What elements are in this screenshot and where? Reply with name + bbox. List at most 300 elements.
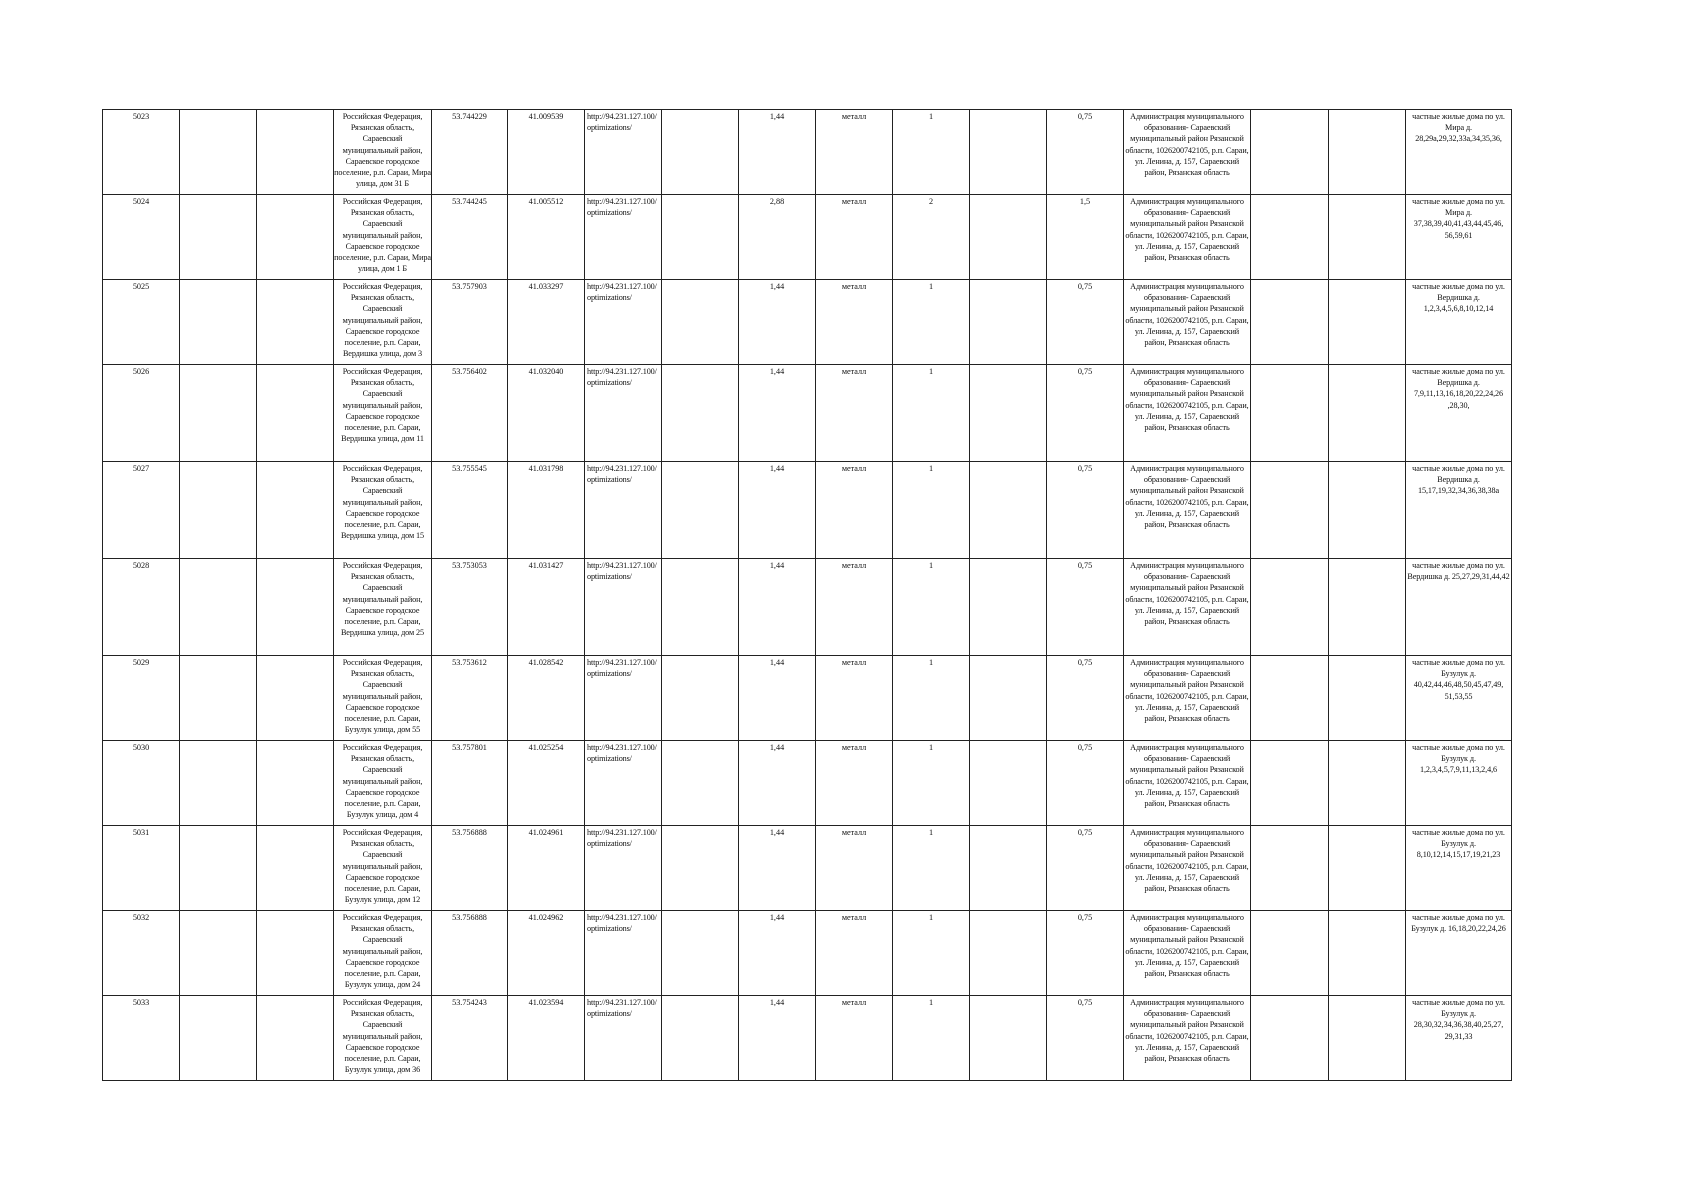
cell-empty bbox=[180, 559, 257, 656]
cell-empty bbox=[257, 996, 334, 1081]
cell-container-count bbox=[893, 559, 970, 656]
cell-latitude-text: 53.757903 bbox=[452, 282, 487, 291]
cell-address-text: Российская Федерация, Рязанская область, Сараевский муниципальный район, Сараевское городское поселение, р.п. Сараи, Бузулук улица, дом 24 bbox=[342, 913, 423, 990]
cell-latitude bbox=[432, 559, 508, 656]
cell-served-objects-text: частные жилые дома по ул. Бузулук д. 1,2,3,4,5,7,9,11,13,2,4,6 bbox=[1412, 743, 1505, 775]
cell-address-text: Российская Федерация, Рязанская область, Сараевский муниципальный район, Сараевское городское поселение, р.п. Сараи, Мира улица, дом 31 Б bbox=[334, 112, 431, 189]
cell-empty bbox=[1329, 110, 1406, 195]
cell-number-text: 5026 bbox=[132, 367, 150, 376]
cell-empty bbox=[257, 741, 334, 826]
cell-address bbox=[334, 911, 432, 996]
cell-area-text: 1,44 bbox=[769, 561, 785, 570]
cell-served-objects bbox=[1406, 559, 1512, 656]
cell-organization bbox=[1124, 462, 1251, 559]
cell-container-count bbox=[893, 110, 970, 195]
cell-volume-text: 0,75 bbox=[1077, 913, 1093, 922]
cell-number bbox=[103, 911, 180, 996]
cell-volume bbox=[1047, 280, 1124, 365]
cell-longitude bbox=[508, 280, 585, 365]
cell-url bbox=[585, 365, 662, 462]
cell-organization bbox=[1124, 110, 1251, 195]
cell-url bbox=[585, 826, 662, 911]
cell-area-text: 1,44 bbox=[769, 282, 785, 291]
cell-served-objects bbox=[1406, 195, 1512, 280]
cell-empty bbox=[970, 195, 1047, 280]
cell-material bbox=[816, 280, 893, 365]
cell-area bbox=[739, 280, 816, 365]
cell-organization bbox=[1124, 280, 1251, 365]
cell-latitude-text: 53.756888 bbox=[452, 828, 487, 837]
cell-url-text: http://94.231.127.100/optimizations/ bbox=[587, 828, 657, 849]
cell-area bbox=[739, 996, 816, 1081]
cell-empty bbox=[180, 462, 257, 559]
cell-empty bbox=[970, 365, 1047, 462]
cell-organization bbox=[1124, 826, 1251, 911]
cell-empty bbox=[970, 826, 1047, 911]
cell-organization-text: Администрация муниципального образования- Сараевский муниципальный район Рязанской области, 1026200742105, р.п. Сараи, ул. Ленина, д. 157, Сараевский район, Рязанская область bbox=[1125, 658, 1249, 724]
cell-area bbox=[739, 462, 816, 559]
table-row bbox=[103, 559, 1512, 656]
cell-material bbox=[816, 365, 893, 462]
cell-empty bbox=[1329, 826, 1406, 911]
cell-empty bbox=[662, 195, 739, 280]
cell-served-objects-text: частные жилые дома по ул. Бузулук д. 28,30,32,34,36,38,40,25,27, 29,31,33 bbox=[1412, 998, 1505, 1041]
cell-container-count-text: 1 bbox=[928, 913, 934, 922]
cell-area bbox=[739, 741, 816, 826]
cell-container-count bbox=[893, 280, 970, 365]
cell-empty bbox=[257, 911, 334, 996]
cell-material bbox=[816, 110, 893, 195]
cell-served-objects-text: частные жилые дома по ул. Бузулук д. 40,42,44,46,48,50,45,47,49, 51,53,55 bbox=[1412, 658, 1505, 701]
cell-url bbox=[585, 996, 662, 1081]
table-row bbox=[103, 462, 1512, 559]
cell-empty bbox=[1251, 110, 1329, 195]
cell-material-text: металл bbox=[841, 913, 867, 922]
cell-address bbox=[334, 462, 432, 559]
cell-address-text: Российская Федерация, Рязанская область, Сараевский муниципальный район, Сараевское городское поселение, р.п. Сараи, Вердишка улица, дом 11 bbox=[341, 367, 424, 444]
cell-organization bbox=[1124, 996, 1251, 1081]
cell-area-text: 2,88 bbox=[769, 197, 785, 206]
table-row bbox=[103, 195, 1512, 280]
cell-material bbox=[816, 741, 893, 826]
cell-empty bbox=[970, 996, 1047, 1081]
cell-empty bbox=[1251, 462, 1329, 559]
cell-volume-text: 0,75 bbox=[1077, 743, 1093, 752]
cell-served-objects bbox=[1406, 996, 1512, 1081]
cell-served-objects-text: частные жилые дома по ул. Бузулук д. 16,18,20,22,24,26 bbox=[1411, 913, 1506, 934]
cell-longitude-text: 41.025254 bbox=[528, 743, 564, 752]
cell-address bbox=[334, 559, 432, 656]
cell-empty bbox=[257, 110, 334, 195]
cell-area-text: 1,44 bbox=[769, 828, 785, 837]
cell-volume-text: 0,75 bbox=[1077, 658, 1093, 667]
cell-empty bbox=[1329, 365, 1406, 462]
cell-area bbox=[739, 365, 816, 462]
container-sites-table bbox=[102, 109, 1512, 1081]
cell-organization-text: Администрация муниципального образования- Сараевский муниципальный район Рязанской области, 1026200742105, р.п. Сараи, ул. Ленина, д. 157, Сараевский район, Рязанская область bbox=[1125, 464, 1249, 530]
cell-empty bbox=[1251, 656, 1329, 741]
cell-url bbox=[585, 280, 662, 365]
cell-latitude bbox=[432, 365, 508, 462]
cell-url-text: http://94.231.127.100/optimizations/ bbox=[587, 743, 657, 764]
cell-latitude-text: 53.754243 bbox=[452, 998, 487, 1007]
cell-area-text: 1,44 bbox=[769, 112, 785, 121]
table-row bbox=[103, 365, 1512, 462]
cell-empty bbox=[662, 911, 739, 996]
cell-longitude-text: 41.031427 bbox=[528, 561, 564, 570]
cell-empty bbox=[662, 462, 739, 559]
cell-address-text: Российская Федерация, Рязанская область, Сараевский муниципальный район, Сараевское городское поселение, р.п. Сараи, Вердишка улица, дом 15 bbox=[340, 464, 425, 541]
cell-container-count bbox=[893, 365, 970, 462]
cell-volume-text: 0,75 bbox=[1077, 464, 1093, 473]
cell-served-objects bbox=[1406, 280, 1512, 365]
cell-served-objects-text: частные жилые дома по ул. Мира д. 37,38,39,40,41,43,44,45,46, 56,59,61 bbox=[1412, 197, 1505, 240]
cell-empty bbox=[180, 110, 257, 195]
cell-url-text: http://94.231.127.100/optimizations/ bbox=[587, 197, 657, 218]
cell-material-text: металл bbox=[841, 658, 867, 667]
cell-organization-text: Администрация муниципального образования- Сараевский муниципальный район Рязанской области, 1026200742105, р.п. Сараи, ул. Ленина, д. 157, Сараевский район, Рязанская область bbox=[1125, 828, 1249, 894]
cell-organization bbox=[1124, 559, 1251, 656]
cell-material-text: металл bbox=[841, 282, 867, 291]
cell-served-objects bbox=[1406, 741, 1512, 826]
cell-empty bbox=[662, 826, 739, 911]
cell-latitude-text: 53.744229 bbox=[452, 112, 487, 121]
cell-number-text: 5025 bbox=[132, 282, 150, 291]
cell-latitude-text: 53.753053 bbox=[452, 561, 487, 570]
cell-number bbox=[103, 110, 180, 195]
cell-url bbox=[585, 195, 662, 280]
cell-volume bbox=[1047, 826, 1124, 911]
cell-empty bbox=[257, 462, 334, 559]
cell-empty bbox=[180, 911, 257, 996]
cell-empty bbox=[970, 462, 1047, 559]
cell-organization-text: Администрация муниципального образования- Сараевский муниципальный район Рязанской области, 1026200742105, р.п. Сараи, ул. Ленина, д. 157, Сараевский район, Рязанская область bbox=[1125, 743, 1249, 809]
cell-material-text: металл bbox=[841, 998, 867, 1007]
cell-container-count-text: 1 bbox=[928, 658, 934, 667]
cell-number bbox=[103, 280, 180, 365]
cell-empty bbox=[1251, 195, 1329, 280]
cell-url bbox=[585, 462, 662, 559]
cell-container-count-text: 1 bbox=[928, 112, 934, 121]
table-row bbox=[103, 741, 1512, 826]
cell-area bbox=[739, 656, 816, 741]
table-row bbox=[103, 110, 1512, 195]
cell-empty bbox=[970, 559, 1047, 656]
cell-address bbox=[334, 656, 432, 741]
cell-area-text: 1,44 bbox=[769, 743, 785, 752]
cell-empty bbox=[662, 559, 739, 656]
cell-material-text: металл bbox=[841, 828, 867, 837]
cell-area bbox=[739, 911, 816, 996]
cell-volume bbox=[1047, 741, 1124, 826]
cell-longitude-text: 41.032040 bbox=[528, 367, 564, 376]
cell-container-count bbox=[893, 826, 970, 911]
cell-empty bbox=[180, 741, 257, 826]
cell-volume bbox=[1047, 559, 1124, 656]
cell-material bbox=[816, 462, 893, 559]
table-row bbox=[103, 280, 1512, 365]
cell-area-text: 1,44 bbox=[769, 367, 785, 376]
table-row bbox=[103, 996, 1512, 1081]
cell-material-text: металл bbox=[841, 367, 867, 376]
cell-longitude-text: 41.024961 bbox=[528, 828, 564, 837]
cell-url-text: http://94.231.127.100/optimizations/ bbox=[587, 658, 657, 679]
cell-empty bbox=[970, 741, 1047, 826]
cell-number bbox=[103, 462, 180, 559]
cell-url bbox=[585, 741, 662, 826]
cell-container-count-text: 2 bbox=[928, 197, 934, 206]
cell-number-text: 5030 bbox=[132, 743, 150, 752]
cell-material-text: металл bbox=[841, 743, 867, 752]
cell-container-count-text: 1 bbox=[928, 464, 934, 473]
cell-volume-text: 0,75 bbox=[1077, 367, 1093, 376]
cell-number bbox=[103, 996, 180, 1081]
table-body bbox=[103, 110, 1512, 1081]
cell-url-text: http://94.231.127.100/optimizations/ bbox=[587, 998, 657, 1019]
cell-longitude-text: 41.031798 bbox=[528, 464, 564, 473]
cell-latitude-text: 53.757801 bbox=[452, 743, 487, 752]
cell-url-text: http://94.231.127.100/optimizations/ bbox=[587, 112, 657, 133]
cell-served-objects bbox=[1406, 826, 1512, 911]
cell-longitude-text: 41.023594 bbox=[528, 998, 564, 1007]
cell-volume-text: 0,75 bbox=[1077, 112, 1093, 121]
cell-number-text: 5024 bbox=[132, 197, 150, 206]
cell-latitude-text: 53.753612 bbox=[452, 658, 487, 667]
cell-empty bbox=[1329, 656, 1406, 741]
cell-latitude bbox=[432, 741, 508, 826]
cell-volume-text: 0,75 bbox=[1077, 561, 1093, 570]
cell-empty bbox=[1329, 911, 1406, 996]
cell-empty bbox=[1251, 911, 1329, 996]
cell-empty bbox=[662, 656, 739, 741]
cell-empty bbox=[662, 741, 739, 826]
cell-volume-text: 0,75 bbox=[1077, 828, 1093, 837]
cell-served-objects bbox=[1406, 656, 1512, 741]
cell-longitude-text: 41.009539 bbox=[528, 112, 564, 121]
cell-empty bbox=[1251, 996, 1329, 1081]
cell-empty bbox=[662, 280, 739, 365]
cell-volume bbox=[1047, 911, 1124, 996]
cell-empty bbox=[180, 195, 257, 280]
cell-address-text: Российская Федерация, Рязанская область, Сараевский муниципальный район, Сараевское городское поселение, р.п. Сараи, Вердишка улица, дом 3 bbox=[342, 282, 423, 359]
cell-empty bbox=[257, 826, 334, 911]
cell-empty bbox=[257, 559, 334, 656]
cell-number bbox=[103, 656, 180, 741]
cell-number-text: 5031 bbox=[132, 828, 150, 837]
cell-latitude bbox=[432, 911, 508, 996]
cell-volume bbox=[1047, 462, 1124, 559]
cell-area-text: 1,44 bbox=[769, 464, 785, 473]
cell-url-text: http://94.231.127.100/optimizations/ bbox=[587, 913, 657, 934]
cell-empty bbox=[1329, 559, 1406, 656]
cell-organization bbox=[1124, 656, 1251, 741]
cell-container-count-text: 1 bbox=[928, 561, 934, 570]
cell-empty bbox=[662, 996, 739, 1081]
cell-address-text: Российская Федерация, Рязанская область, Сараевский муниципальный район, Сараевское городское поселение, р.п. Сараи, Бузулук улица, дом 4 bbox=[342, 743, 423, 820]
cell-organization-text: Администрация муниципального образования- Сараевский муниципальный район Рязанской области, 1026200742105, р.п. Сараи, ул. Ленина, д. 157, Сараевский район, Рязанская область bbox=[1125, 998, 1249, 1064]
cell-served-objects-text: частные жилые дома по ул. Вердишка д. 7,9,11,13,16,18,20,22,24,26 ,28,30, bbox=[1412, 367, 1505, 410]
cell-volume bbox=[1047, 195, 1124, 280]
cell-material bbox=[816, 826, 893, 911]
cell-empty bbox=[1329, 195, 1406, 280]
cell-area bbox=[739, 110, 816, 195]
cell-longitude bbox=[508, 996, 585, 1081]
cell-served-objects bbox=[1406, 110, 1512, 195]
cell-area bbox=[739, 559, 816, 656]
cell-longitude bbox=[508, 741, 585, 826]
cell-organization bbox=[1124, 741, 1251, 826]
cell-container-count bbox=[893, 996, 970, 1081]
cell-empty bbox=[257, 195, 334, 280]
cell-number-text: 5028 bbox=[132, 561, 150, 570]
cell-latitude-text: 53.755545 bbox=[452, 464, 487, 473]
cell-area bbox=[739, 826, 816, 911]
cell-volume bbox=[1047, 365, 1124, 462]
cell-longitude-text: 41.005512 bbox=[528, 197, 564, 206]
cell-organization-text: Администрация муниципального образования- Сараевский муниципальный район Рязанской области, 1026200742105, р.п. Сараи, ул. Ленина, д. 157, Сараевский район, Рязанская область bbox=[1125, 282, 1249, 348]
cell-url bbox=[585, 110, 662, 195]
cell-number-text: 5029 bbox=[132, 658, 150, 667]
cell-material bbox=[816, 656, 893, 741]
cell-number-text: 5032 bbox=[132, 913, 150, 922]
cell-empty bbox=[970, 911, 1047, 996]
cell-organization bbox=[1124, 365, 1251, 462]
cell-served-objects bbox=[1406, 462, 1512, 559]
cell-url-text: http://94.231.127.100/optimizations/ bbox=[587, 367, 657, 388]
cell-empty bbox=[1329, 280, 1406, 365]
cell-container-count-text: 1 bbox=[928, 828, 934, 837]
cell-empty bbox=[1251, 280, 1329, 365]
cell-area bbox=[739, 195, 816, 280]
cell-organization bbox=[1124, 911, 1251, 996]
cell-container-count bbox=[893, 656, 970, 741]
cell-empty bbox=[662, 365, 739, 462]
cell-volume bbox=[1047, 996, 1124, 1081]
cell-empty bbox=[1329, 996, 1406, 1081]
cell-organization bbox=[1124, 195, 1251, 280]
cell-url bbox=[585, 656, 662, 741]
cell-address bbox=[334, 195, 432, 280]
cell-organization-text: Администрация муниципального образования- Сараевский муниципальный район Рязанской области, 1026200742105, р.п. Сараи, ул. Ленина, д. 157, Сараевский район, Рязанская область bbox=[1125, 913, 1249, 979]
cell-material-text: металл bbox=[841, 112, 867, 121]
cell-longitude bbox=[508, 826, 585, 911]
cell-number bbox=[103, 559, 180, 656]
cell-longitude bbox=[508, 365, 585, 462]
cell-container-count-text: 1 bbox=[928, 282, 934, 291]
cell-empty bbox=[180, 826, 257, 911]
cell-empty bbox=[1251, 365, 1329, 462]
cell-latitude bbox=[432, 462, 508, 559]
cell-volume-text: 1,5 bbox=[1079, 197, 1091, 206]
cell-number bbox=[103, 741, 180, 826]
cell-material bbox=[816, 195, 893, 280]
cell-latitude bbox=[432, 280, 508, 365]
cell-empty bbox=[1251, 741, 1329, 826]
cell-empty bbox=[1251, 826, 1329, 911]
cell-address-text: Российская Федерация, Рязанская область, Сараевский муниципальный район, Сараевское городское поселение, р.п. Сараи, Мира улица, дом 1 Б bbox=[334, 197, 431, 274]
cell-longitude bbox=[508, 195, 585, 280]
cell-latitude bbox=[432, 195, 508, 280]
cell-url-text: http://94.231.127.100/optimizations/ bbox=[587, 464, 657, 485]
cell-served-objects-text: частные жилые дома по ул. Вердишка д. 1,2,3,4,5,6,8,10,12,14 bbox=[1412, 282, 1505, 314]
cell-area-text: 1,44 bbox=[769, 658, 785, 667]
cell-latitude bbox=[432, 656, 508, 741]
cell-address bbox=[334, 280, 432, 365]
cell-material bbox=[816, 996, 893, 1081]
cell-url bbox=[585, 911, 662, 996]
cell-latitude bbox=[432, 110, 508, 195]
cell-longitude bbox=[508, 110, 585, 195]
cell-number-text: 5023 bbox=[132, 112, 150, 121]
cell-empty bbox=[970, 656, 1047, 741]
cell-container-count bbox=[893, 195, 970, 280]
cell-number-text: 5033 bbox=[132, 998, 150, 1007]
cell-address bbox=[334, 826, 432, 911]
cell-latitude bbox=[432, 826, 508, 911]
cell-longitude-text: 41.024962 bbox=[528, 913, 564, 922]
cell-container-count-text: 1 bbox=[928, 743, 934, 752]
table-row bbox=[103, 911, 1512, 996]
cell-empty bbox=[257, 656, 334, 741]
cell-empty bbox=[1329, 462, 1406, 559]
cell-url-text: http://94.231.127.100/optimizations/ bbox=[587, 282, 657, 303]
cell-address bbox=[334, 365, 432, 462]
cell-longitude bbox=[508, 559, 585, 656]
cell-number bbox=[103, 195, 180, 280]
table-row bbox=[103, 656, 1512, 741]
cell-empty bbox=[180, 996, 257, 1081]
cell-number bbox=[103, 365, 180, 462]
cell-organization-text: Администрация муниципального образования- Сараевский муниципальный район Рязанской области, 1026200742105, р.п. Сараи, ул. Ленина, д. 157, Сараевский район, Рязанская область bbox=[1125, 112, 1249, 178]
cell-served-objects-text: частные жилые дома по ул. Мира д. 28,29а,29,32,33а,34,35,36, bbox=[1412, 112, 1505, 144]
cell-material-text: металл bbox=[841, 464, 867, 473]
cell-longitude bbox=[508, 462, 585, 559]
cell-empty bbox=[662, 110, 739, 195]
cell-material bbox=[816, 911, 893, 996]
cell-served-objects-text: частные жилые дома по ул. Вердишка д. 15,17,19,32,34,36,38,38а bbox=[1412, 464, 1505, 496]
cell-material-text: металл bbox=[841, 561, 867, 570]
cell-organization-text: Администрация муниципального образования- Сараевский муниципальный район Рязанской области, 1026200742105, р.п. Сараи, ул. Ленина, д. 157, Сараевский район, Рязанская область bbox=[1125, 561, 1249, 627]
cell-served-objects-text: частные жилые дома по ул. Вердишка д. 25,27,29,31,44,42 bbox=[1407, 561, 1510, 582]
cell-empty bbox=[257, 280, 334, 365]
cell-container-count bbox=[893, 462, 970, 559]
cell-url bbox=[585, 559, 662, 656]
cell-empty bbox=[257, 365, 334, 462]
cell-address-text: Российская Федерация, Рязанская область, Сараевский муниципальный район, Сараевское городское поселение, р.п. Сараи, Бузулук улица, дом 55 bbox=[342, 658, 423, 735]
cell-url-text: http://94.231.127.100/optimizations/ bbox=[587, 561, 657, 582]
cell-volume-text: 0,75 bbox=[1077, 282, 1093, 291]
cell-served-objects-text: частные жилые дома по ул. Бузулук д. 8,10,12,14,15,17,19,21,23 bbox=[1412, 828, 1505, 860]
cell-latitude bbox=[432, 996, 508, 1081]
cell-container-count-text: 1 bbox=[928, 998, 934, 1007]
cell-address bbox=[334, 996, 432, 1081]
cell-empty bbox=[1251, 559, 1329, 656]
cell-volume-text: 0,75 bbox=[1077, 998, 1093, 1007]
cell-container-count-text: 1 bbox=[928, 367, 934, 376]
cell-organization-text: Администрация муниципального образования- Сараевский муниципальный район Рязанской области, 1026200742105, р.п. Сараи, ул. Ленина, д. 157, Сараевский район, Рязанская область bbox=[1125, 367, 1249, 433]
cell-organization-text: Администрация муниципального образования- Сараевский муниципальный район Рязанской области, 1026200742105, р.п. Сараи, ул. Ленина, д. 157, Сараевский район, Рязанская область bbox=[1125, 197, 1249, 263]
cell-address bbox=[334, 741, 432, 826]
cell-volume bbox=[1047, 110, 1124, 195]
cell-container-count bbox=[893, 911, 970, 996]
cell-empty bbox=[970, 110, 1047, 195]
cell-empty bbox=[180, 280, 257, 365]
cell-served-objects bbox=[1406, 911, 1512, 996]
cell-empty bbox=[180, 365, 257, 462]
cell-empty bbox=[970, 280, 1047, 365]
cell-empty bbox=[1329, 741, 1406, 826]
cell-number-text: 5027 bbox=[132, 464, 150, 473]
